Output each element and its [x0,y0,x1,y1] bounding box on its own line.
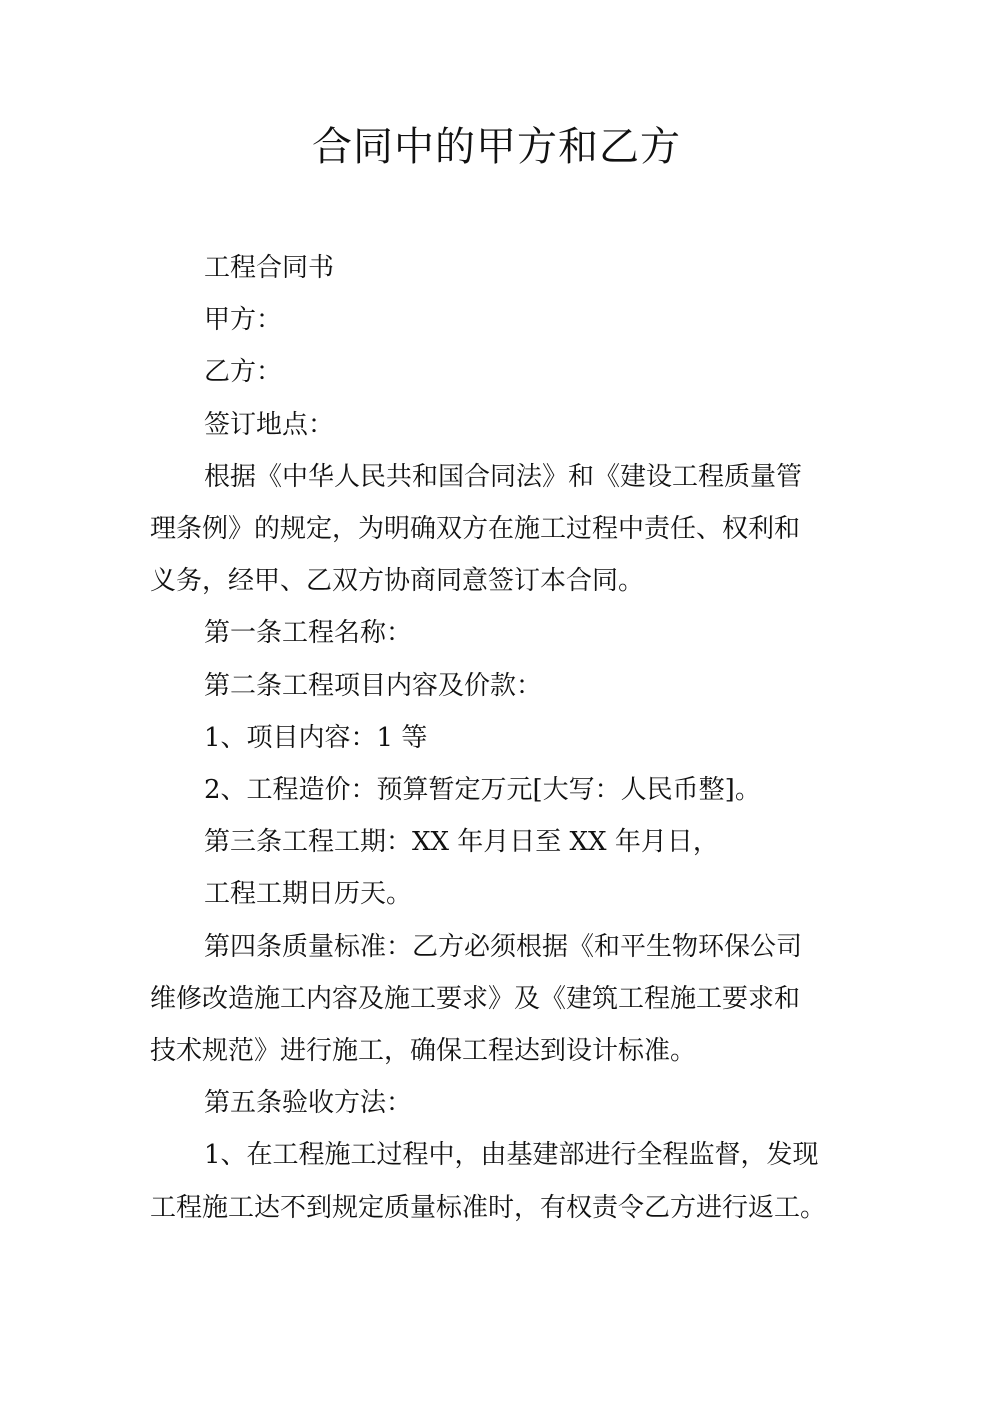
party-b-field: 乙方： [204,357,283,388]
intro-line-3: 义务，经甲、乙双方协商同意签订本合同。 [150,566,645,597]
article-5: 第五条验收方法： [204,1088,413,1119]
intro-paragraph [150,451,830,608]
document-title: 合同中的甲方和乙方 [312,124,681,170]
article-5-item-1-line-2: 工程施工达不到规定质量标准时，有权责令乙方进行返工。 [150,1192,827,1223]
article-5-item-1-line-1: 1、在工程施工过程中，由基建部进行全程监督，发现 [204,1140,819,1171]
article-4 [150,921,830,1078]
article-1: 第一条工程名称： [204,618,413,649]
party-a-field: 甲方： [204,305,283,336]
article-4-line-2: 维修改造施工内容及施工要求》及《建筑工程施工要求和 [150,983,801,1014]
document-body [150,242,830,1234]
contract-heading: 工程合同书 [204,253,335,283]
article-4-line-3: 技术规范》进行施工，确保工程达到设计标准。 [150,1036,697,1067]
article-2-item-1: 1、项目内容：1 等 [204,722,428,753]
article-3-continued: 工程工期日历天。 [204,879,413,910]
article-2: 第二条工程项目内容及价款： [204,670,543,701]
intro-line-2: 理条例》的规定，为明确双方在施工过程中责任、权利和 [150,514,801,545]
sign-place-field: 签订地点： [204,409,335,440]
article-3: 第三条工程工期：XX 年月日至 XX 年月日， [204,827,719,858]
intro-line-1: 根据《中华人民共和国合同法》和《建设工程质量管 [204,461,803,492]
article-2-item-2: 2、工程造价：预算暂定万元[大写：人民币整]。 [204,775,761,806]
article-4-line-1: 第四条质量标准：乙方必须根据《和平生物环保公司 [204,931,803,962]
article-5-item-1 [150,1129,830,1233]
